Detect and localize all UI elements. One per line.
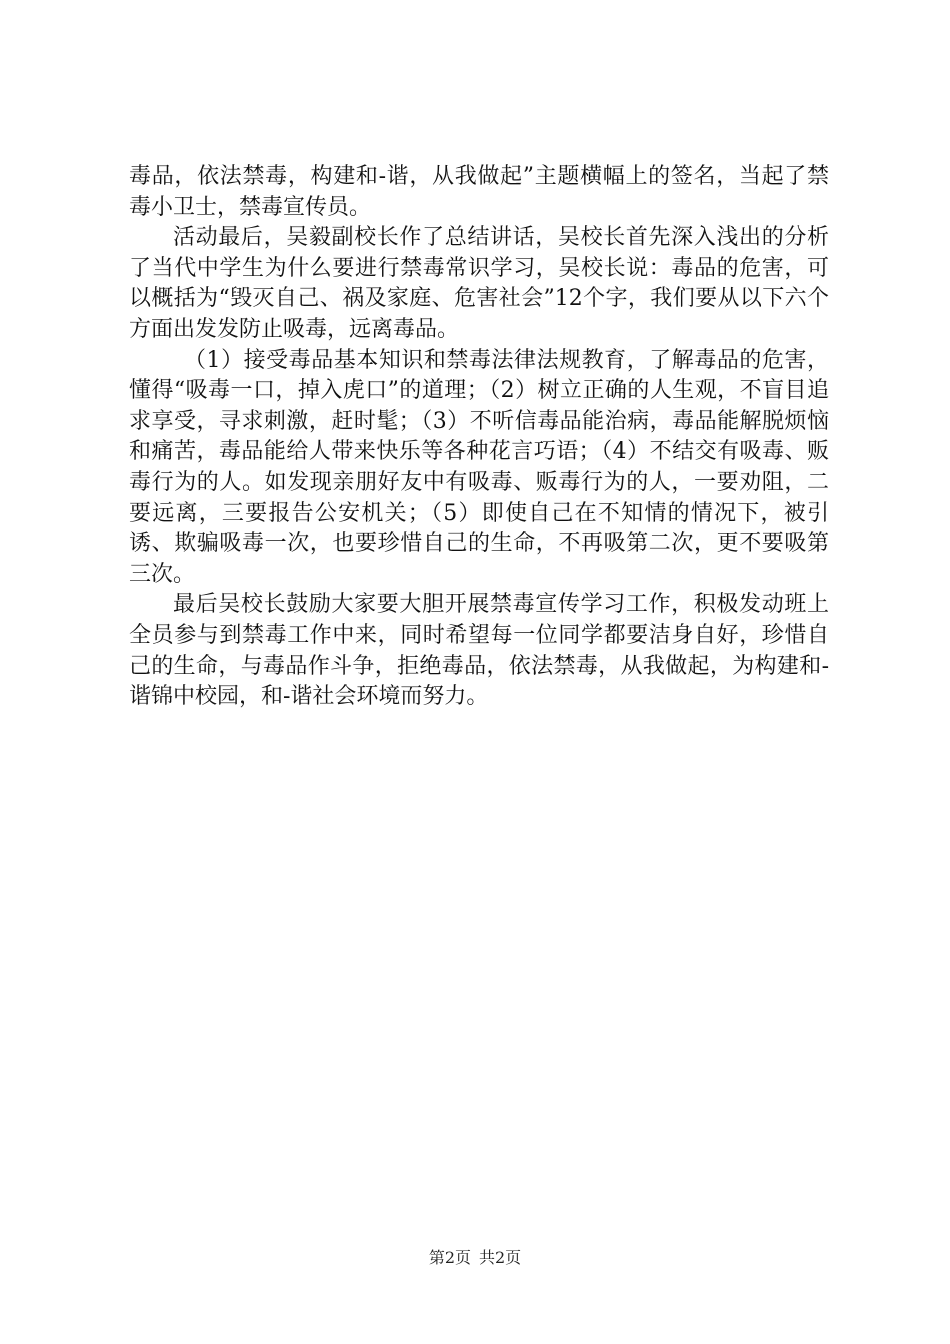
paragraph-summary-speech: 活动最后，吴毅副校长作了总结讲话，吴校长首先深入浅出的分析了当代中学生为什么要进行禁毒常识学习，吴校长说：毒品的危害，可以概括为“毁灭自己、祸及家庭、危害社会”12个字，我们要从以下六个方面出发发防止吸毒，远离毒品。 <box>129 225 829 342</box>
page-number: 第2页 <box>428 1248 471 1267</box>
paragraph-signing: 毒品，依法禁毒，构建和-谐，从我做起”主题横幅上的签名，当起了禁毒小卫士，禁毒宣传员。 <box>129 164 829 220</box>
page-total: 共2页 <box>479 1248 522 1267</box>
page-footer <box>0 1245 950 1268</box>
paragraph-closing: 最后吴校长鼓励大家要大胆开展禁毒宣传学习工作，积极发动班上全员参与到禁毒工作中来，同时希望每一位同学都要洁身自好，珍惜自己的生命，与毒品作斗争，拒绝毒品，依法禁毒，从我做起，为构建和-谐锦中校园，和-谐社会环境而努力。 <box>129 592 829 710</box>
paragraph-prevention-points: （1）接受毒品基本知识和禁毒法律法规教育，了解毒品的危害，懂得“吸毒一口，掉入虎口”的道理；（2）树立正确的人生观，不盲目追求享受，寻求刺激，赶时髦；（3）不听信毒品能治病，毒品能解脱烦恼和痛苦，毒品能给人带来快乐等各种花言巧语；（4）不结交有吸毒、贩毒行为的人。如发现亲朋好友中有吸毒、贩毒行为的人，一要劝阻，二要远离，三要报告公安机关；（5）即使自己在不知情的情况下，被引诱、欺骗吸毒一次，也要珍惜自己的生命，不再吸第二次，更不要吸第三次。 <box>129 347 829 587</box>
document-body <box>129 162 829 713</box>
